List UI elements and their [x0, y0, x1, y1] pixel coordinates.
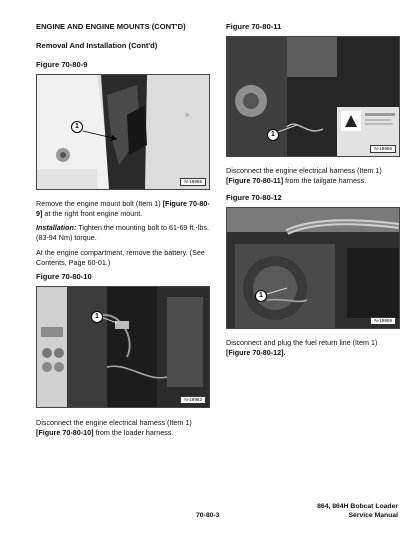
figure-label-70-80-12: Figure 70-80-12	[226, 193, 282, 202]
paragraph-disconnect-tailgate-harness	[226, 166, 402, 185]
paragraph-remove-battery: At the engine compartment, remove the battery. (See Contents, Page 60-01.)	[36, 248, 205, 267]
footer-model-info	[317, 503, 398, 520]
figure-code: N-19956	[370, 145, 396, 153]
callout-item-1: 1	[255, 290, 267, 302]
figure-code: N-19963	[180, 396, 206, 404]
figure-label-70-80-10: Figure 70-80-10	[36, 272, 92, 281]
callout-item-1: 1	[71, 121, 83, 133]
figure-photo-tailgate-harness	[226, 36, 400, 157]
engine-mount-illustration	[37, 75, 209, 189]
instruction-text: at the right front engine mount.	[44, 208, 143, 218]
installation-text: Tighten the mounting bolt to 61-69 ft.-lbs. (83-94 Nm) torque.	[36, 223, 210, 242]
figure-code: N-19959	[370, 317, 396, 325]
instruction-text: Remove the engine mount bolt (Item 1)	[36, 199, 161, 208]
figure-label-70-80-11: Figure 70-80-11	[226, 22, 282, 31]
figure-photo-fuel-return-line	[226, 207, 400, 329]
callout-item-1: 1	[91, 311, 103, 323]
loader-harness-illustration	[37, 287, 209, 407]
figure-reference: [Figure 70-80-12].	[226, 347, 286, 357]
paragraph-remove-mount-bolt	[36, 199, 212, 218]
paragraph-disconnect-loader-harness	[36, 418, 212, 437]
subsection-title: Removal And Installation (Cont'd)	[36, 41, 158, 50]
section-title: ENGINE AND ENGINE MOUNTS (CONT'D)	[36, 22, 186, 31]
instruction-text: Disconnect the engine electrical harness (Item 1)	[36, 418, 192, 427]
figure-reference: [Figure 70-80-11]	[226, 175, 284, 185]
figure-photo-engine-mount	[36, 74, 210, 190]
figure-photo-loader-harness	[36, 286, 210, 408]
instruction-text: Disconnect and plug the fuel return line (Item 1)	[226, 338, 378, 347]
page-number: 70-80-3	[196, 512, 220, 519]
tailgate-harness-illustration	[227, 37, 399, 156]
instruction-text: Disconnect the engine electrical harness (Item 1)	[226, 166, 382, 175]
paragraph-installation	[36, 223, 212, 242]
figure-label-70-80-9: Figure 70-80-9	[36, 60, 88, 69]
fuel-return-line-illustration	[227, 208, 399, 328]
installation-label: Installation:	[36, 223, 77, 232]
figure-reference: [Figure 70-80-9]	[36, 199, 210, 218]
paragraph-fuel-return-line	[226, 338, 402, 357]
callout-item-1: 1	[267, 129, 279, 141]
figure-code: N-19955	[180, 178, 206, 186]
instruction-text: from the loader harness.	[95, 427, 174, 437]
footer-manual: Service Manual	[348, 511, 398, 519]
instruction-text: from the tailgate harness.	[285, 175, 367, 185]
footer-model: 864, 864H Bobcat Loader	[317, 503, 398, 510]
figure-reference: [Figure 70-80-10]	[36, 427, 94, 437]
